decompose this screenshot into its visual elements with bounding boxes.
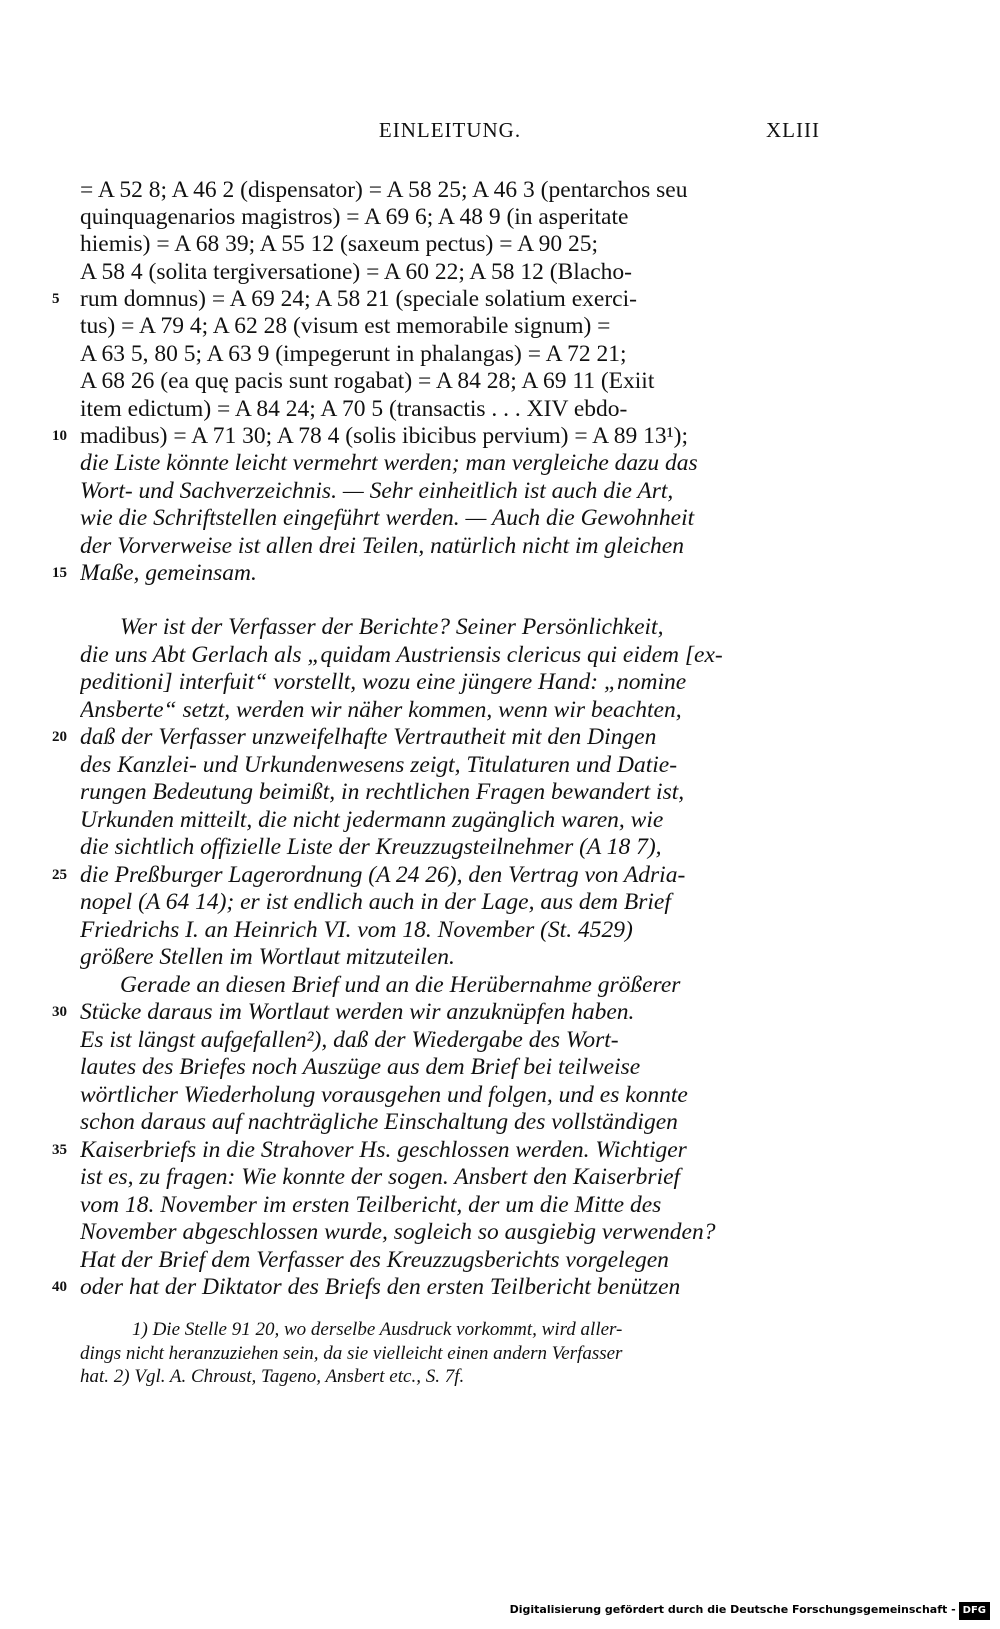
text-line: Kaiserbriefs in die Strahover Hs. geschlossen werden. Wichtiger — [80, 1137, 687, 1163]
text-line: die Preßburger Lagerordnung (A 24 26), den Vertrag von Adria- — [80, 862, 686, 888]
dfg-logo: DFG — [959, 1602, 990, 1620]
page-header — [80, 118, 820, 148]
text-line: Friedrichs I. an Heinrich VI. vom 18. November (St. 4529) — [80, 917, 633, 943]
text-line: Hat der Brief dem Verfasser des Kreuzzugsberichts vorgelegen — [80, 1247, 669, 1273]
text-line: vom 18. November im ersten Teilbericht, der um die Mitte des — [80, 1192, 662, 1218]
footnote-line: hat. 2) Vgl. A. Chroust, Tageno, Ansbert etc., S. 7f. — [80, 1366, 465, 1387]
text-line: der Vorverweise ist allen drei Teilen, natürlich nicht im gleichen — [80, 533, 684, 559]
text-line: A 68 26 (ea quę pacis sunt rogabat) = A 84 28; A 69 11 (Exiit — [80, 368, 655, 394]
text-line: A 58 4 (solita tergiversatione) = A 60 22; A 58 12 (Blacho- — [80, 259, 632, 285]
text-line: Ansberte“ setzt, werden wir näher kommen, wenn wir beachten, — [80, 697, 682, 723]
text-line: Urkunden mitteilt, die nicht jedermann zugänglich waren, wie — [80, 807, 664, 833]
running-title: EINLEITUNG. — [378, 118, 522, 142]
text-line: daß der Verfasser unzweifelhafte Vertrautheit mit den Dingen — [80, 724, 657, 750]
text-line: Stücke daraus im Wortlaut werden wir anzuknüpfen haben. — [80, 999, 635, 1025]
line-number: 35 — [52, 1142, 67, 1158]
line-number: 40 — [52, 1279, 67, 1295]
text-line: item edictum) = A 84 24; A 70 5 (transactis . . . XIV ebdo- — [80, 396, 628, 422]
text-line: Maße, gemeinsam. — [80, 560, 257, 586]
line-number: 15 — [52, 565, 67, 581]
page-number: XLIII — [766, 118, 820, 142]
credit-text: Digitalisierung gefördert durch die Deutsche Forschungsgemeinschaft - — [509, 1603, 956, 1616]
line-number: 5 — [52, 291, 60, 307]
text-line: Es ist längst aufgefallen²), daß der Wiedergabe des Wort- — [80, 1027, 619, 1053]
text-line: rum domnus) = A 69 24; A 58 21 (speciale solatium exerci- — [80, 286, 637, 312]
text-line: = A 52 8; A 46 2 (dispensator) = A 58 25; A 46 3 (pentarchos seu — [80, 177, 688, 203]
text-line: hiemis) = A 68 39; A 55 12 (saxeum pectus) = A 90 25; — [80, 231, 599, 257]
text-line: Wer ist der Verfasser der Berichte? Seiner Persönlichkeit, — [120, 614, 664, 640]
text-line: wie die Schriftstellen eingeführt werden. — Auch die Gewohnheit — [80, 505, 695, 531]
text-line: tus) = A 79 4; A 62 28 (visum est memorabile signum) = — [80, 313, 611, 339]
text-line: schon daraus auf nachträgliche Einschaltung des vollständigen — [80, 1109, 678, 1135]
text-line: Gerade an diesen Brief und an die Herübernahme größerer — [120, 972, 681, 998]
text-line: peditioni] interfuit“ vorstellt, wozu eine jüngere Hand: „nomine — [80, 669, 687, 695]
text-line: des Kanzlei- und Urkundenwesens zeigt, Titulaturen und Datie- — [80, 752, 678, 778]
text-line: ist es, zu fragen: Wie konnte der sogen. Ansbert den Kaiserbrief — [80, 1164, 681, 1190]
text-line: größere Stellen im Wortlaut mitzuteilen. — [80, 944, 455, 970]
text-line: nopel (A 64 14); er ist endlich auch in der Lage, aus dem Brief — [80, 889, 671, 915]
text-line: quinquagenarios magistros) = A 69 6; A 48 9 (in asperitate — [80, 204, 629, 230]
text-line: rungen Bedeutung beimißt, in rechtlichen Fragen bewandert ist, — [80, 779, 685, 805]
footnote-line: dings nicht heranzuziehen sein, da sie vielleicht einen andern Verfasser — [80, 1343, 623, 1364]
text-line: die sichtlich offizielle Liste der Kreuzzugsteilnehmer (A 18 7), — [80, 834, 662, 860]
text-line: Wort- und Sachverzeichnis. — Sehr einheitlich ist auch die Art, — [80, 478, 674, 504]
text-line: die uns Abt Gerlach als „quidam Austriensis clericus qui eidem [ex- — [80, 642, 723, 668]
text-line: oder hat der Diktator des Briefs den ersten Teilbericht benützen — [80, 1274, 681, 1300]
text-line: November abgeschlossen wurde, sogleich so ausgiebig verwenden? — [80, 1219, 716, 1245]
digitization-credit — [510, 1601, 990, 1619]
text-line: wörtlicher Wiederholung vorausgehen und folgen, und es konnte — [80, 1082, 688, 1108]
line-number: 25 — [52, 867, 67, 883]
line-number: 20 — [52, 729, 67, 745]
text-line: die Liste könnte leicht vermehrt werden; man vergleiche dazu das — [80, 450, 698, 476]
text-line: lautes des Briefes noch Auszüge aus dem Brief bei teilweise — [80, 1054, 641, 1080]
text-line: madibus) = A 71 30; A 78 4 (solis ibicibus pervium) = A 89 13¹); — [80, 423, 689, 449]
footnote-line: 1) Die Stelle 91 20, wo derselbe Ausdruck vorkommt, wird aller- — [132, 1319, 623, 1340]
line-number: 30 — [52, 1004, 67, 1020]
text-line: A 63 5, 80 5; A 63 9 (impegerunt in phalangas) = A 72 21; — [80, 341, 627, 367]
line-number: 10 — [52, 428, 67, 444]
